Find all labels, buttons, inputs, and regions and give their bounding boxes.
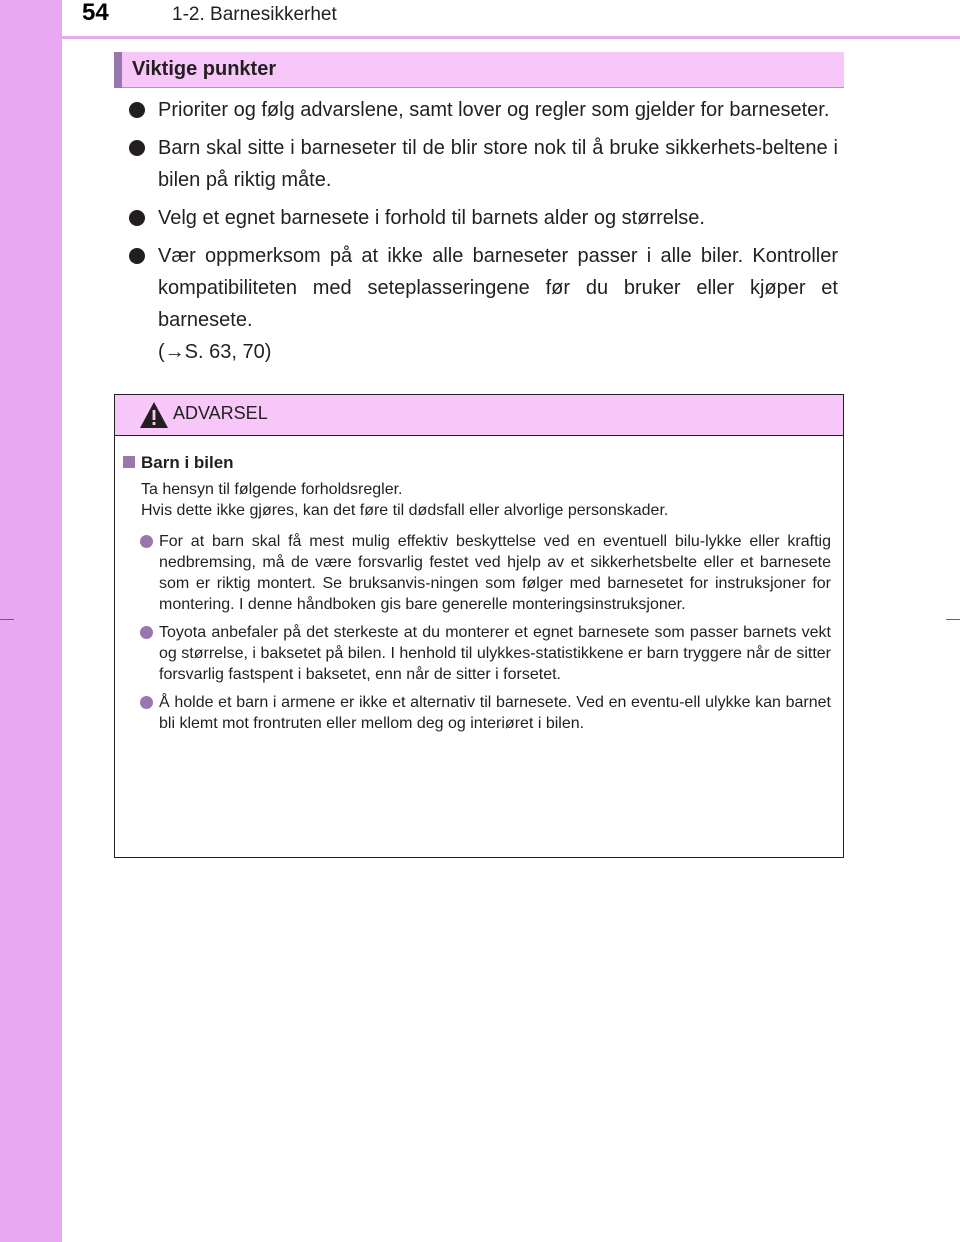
crop-mark [946, 619, 960, 620]
key-points-list [126, 94, 838, 374]
warning-box [114, 394, 844, 858]
section-title: 1-2. Barnesikkerhet [172, 4, 337, 25]
warning-subheading [123, 453, 234, 473]
list-item-text: Vær oppmerksom på at ikke alle barneseter passer i alle biler. Kontroller kompatibiliteten med seteplasseringene før du bruker eller kjøper et barnesete. [158, 245, 838, 331]
list-item [126, 132, 838, 196]
bullet-icon [140, 696, 153, 709]
bullet-icon [129, 210, 145, 226]
crop-mark [0, 619, 14, 620]
key-points-heading [114, 52, 844, 88]
page-number: 54 [82, 0, 109, 26]
intro-line: Hvis dette ikke gjøres, kan det føre til dødsfall eller alvorlige personskader. [141, 502, 669, 519]
warning-triangle-icon [139, 401, 169, 429]
bullet-icon [129, 140, 145, 156]
key-points-title: Viktige punkter [132, 58, 277, 80]
warning-list-item [139, 692, 831, 734]
bullet-icon [129, 248, 145, 264]
warning-list [139, 531, 831, 741]
warning-label: ADVARSEL [173, 403, 268, 423]
bullet-icon [140, 535, 153, 548]
warning-intro [141, 479, 831, 521]
heading-accent [114, 52, 122, 88]
intro-line: Ta hensyn til følgende forholdsregler. [141, 481, 403, 498]
page-reference-link[interactable]: (→S. 63, 70) [158, 341, 272, 363]
warning-item-text: For at barn skal få mest mulig effektiv beskyttelse ved en eventuell bilu-lykke eller kraftig nedbremsing, må de være forsvarlig festet ved hjelp av et sikkerhetsbelte eller et barnesete som er riktig montert. Se bruksanvis-ningen som følger med barnesetet for instruksjoner for montering. I denne håndboken gis bare generelle monteringsinstruksjoner. [159, 533, 831, 613]
warning-item-text: Å holde et barn i armene er ikke et alternativ til barnesete. Ved en eventu-ell ulykke kan barnet bli klemt mot frontruten eller mellom deg og interiøret i bilen. [159, 694, 831, 732]
list-item-text: Barn skal sitte i barneseter til de blir store nok til å bruke sikkerhets-beltene i bilen på riktig måte. [158, 137, 838, 191]
warning-subheading-text: Barn i bilen [141, 453, 234, 472]
header-area [62, 0, 960, 36]
list-item-text: Velg et egnet barnesete i forhold til barnets alder og størrelse. [158, 207, 705, 229]
list-item [126, 94, 838, 126]
list-item-text: Prioriter og følg advarslene, samt lover og regler som gjelder for barneseter. [158, 99, 830, 121]
bullet-icon [129, 102, 145, 118]
bullet-icon [140, 626, 153, 639]
list-item [126, 202, 838, 234]
warning-list-item [139, 622, 831, 685]
warning-list-item [139, 531, 831, 615]
header-rule [0, 36, 960, 39]
left-margin-band [0, 0, 62, 1242]
square-bullet-icon [123, 456, 135, 468]
warning-header [115, 395, 843, 436]
list-item [126, 240, 838, 368]
warning-item-text: Toyota anbefaler på det sterkeste at du monterer et egnet barnesete som passer barnets vekt og størrelse, i baksetet på bilen. I henhold til ulykkes-statistikkene er barn tryggere når de sitter forsvarlig fastspent i baksetet, enn når de sitter i forsetet. [159, 624, 831, 683]
